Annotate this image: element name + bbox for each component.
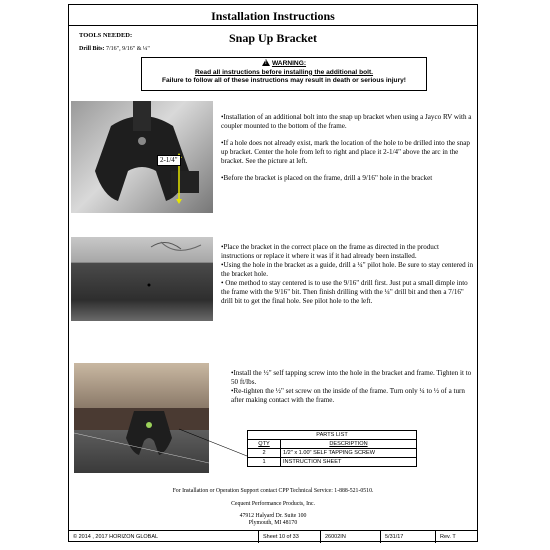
- section-1-para-2: •If a hole does not already exist, mark the location of the hole to be drilled into the snap up bracket. Center the hole from left to right and place it 2-1/4" above the arc in the bracket. See the picture at left.: [221, 139, 470, 165]
- part-qty: 1: [248, 458, 281, 467]
- section-1-para-3: •Before the bracket is placed on the frame, drill a 9/16" hole in the bracket: [221, 174, 433, 182]
- company-name: Cequent Performance Products, Inc.: [231, 501, 315, 507]
- table-row: [248, 449, 417, 458]
- drill-bits-value: 7/16", 9/16" & ¼": [106, 46, 150, 52]
- parts-col-qty: QTY: [248, 440, 281, 449]
- part-description: 1/2" x 1.00" SELF TAPPING SCREW: [281, 449, 417, 458]
- warning-line-2: Failure to follow all of these instructions may result in death or serious injury!: [161, 77, 406, 84]
- tools-needed-label: TOOLS NEEDED:: [79, 32, 133, 39]
- warning-heading: WARNING:: [271, 60, 307, 67]
- address-line-2: Plymouth, MI 48170: [248, 520, 298, 526]
- section-3-para-2: •Re-tighten the ½" set screw on the inside of the frame. Turn only ¼ to ½ of a turn after making contact with the frame.: [231, 387, 465, 404]
- company-address: [69, 513, 477, 527]
- address-line-1: 47912 Halyard Dr. Suite 100: [239, 513, 307, 519]
- drill-bits-label: Drill Bits:: [79, 46, 105, 52]
- dimension-label: 2-1/4": [157, 155, 181, 166]
- revision: Rev. T: [440, 534, 456, 540]
- table-row: [248, 458, 417, 467]
- parts-list-table: [247, 430, 417, 467]
- section-2-para-2: •Using the hole in the bracket as a guide, drill a ¼" pilot hole. Be sure to stay centered in the bracket hole.: [221, 261, 474, 278]
- part-description: INSTRUCTION SHEET: [281, 458, 417, 467]
- part-qty: 2: [248, 449, 281, 458]
- revision-date: 5/31/17: [381, 531, 436, 543]
- parts-col-description: DESCRIPTION: [281, 440, 417, 449]
- section-2-para-1: •Place the bracket in the correct place on the frame as directed in the product instructions or replace it where it was if it had already been installed.: [221, 243, 439, 260]
- section-2-para-3: • One method to stay centered is to use the 9/16" drill first. Just put a small dimple into the frame with the 9/16" bit. Then finish drilling with the ¼" drill bit and then a 7/16" drill bit to get the final hole. See pilot hole to the left.: [221, 279, 468, 305]
- section-3-para-1: •Install the ½" self tapping screw into the hole in the bracket and frame. Tighten it to 50 ft/lbs.: [231, 369, 472, 386]
- document-number: 26002IN: [321, 531, 381, 543]
- copyright: © 2014 , 2017 HORIZON GLOBAL: [69, 531, 259, 543]
- instruction-sheet: [68, 4, 478, 542]
- page-title: Installation Instructions: [211, 9, 335, 23]
- support-line: For Installation or Operation Support contact CPP Technical Service: 1-888-521-0510.: [172, 488, 374, 494]
- page-subtitle: Snap Up Bracket: [228, 31, 317, 45]
- warning-line-1: Read all instructions before installing the additional bolt.: [194, 68, 374, 76]
- sheet-number: Sheet 10 of 33: [259, 531, 321, 543]
- parts-list-title: PARTS LIST: [248, 431, 417, 440]
- section-1-para-1: •Installation of an additional bolt into the snap up bracket when using a Jayco RV with a coupler mounted to the bottom of the frame.: [221, 113, 472, 130]
- footer-bar: [69, 530, 477, 543]
